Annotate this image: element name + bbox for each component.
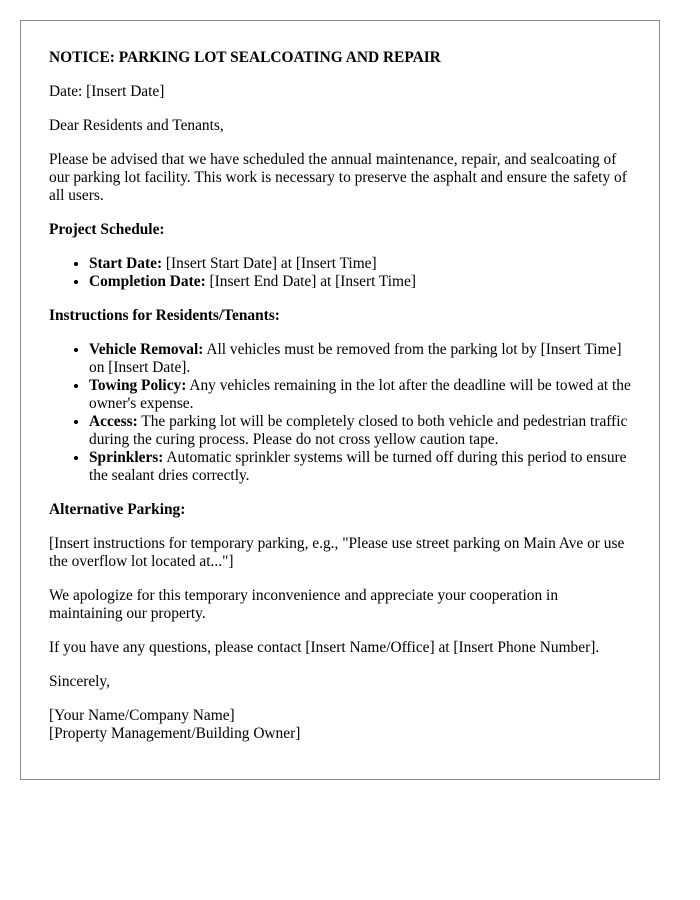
salutation: Dear Residents and Tenants,: [49, 117, 224, 134]
schedule-list: [49, 255, 631, 291]
instructions-heading: Instructions for Residents/Tenants:: [49, 307, 280, 324]
notice-document: [20, 20, 660, 780]
instruction-text: The parking lot will be completely closed to both vehicle and pedestrian traffic during the curing process. Please do not cross yellow caution tape.: [89, 413, 628, 448]
schedule-text: [Insert Start Date] at [Insert Time]: [162, 255, 377, 272]
signature-title: [Property Management/Building Owner]: [49, 725, 301, 742]
date-line: Date: [Insert Date]: [49, 83, 165, 100]
instruction-term: Access:: [89, 413, 138, 430]
instruction-item-sprinklers: [89, 449, 631, 485]
instruction-text: Automatic sprinkler systems will be turned off during this period to ensure the sealant dries correctly.: [89, 449, 627, 484]
signature-name: [Your Name/Company Name]: [49, 707, 235, 724]
schedule-text: [Insert End Date] at [Insert Time]: [205, 273, 416, 290]
closing: Sincerely,: [49, 673, 110, 690]
schedule-term: Start Date:: [89, 255, 163, 272]
instructions-list: [49, 341, 631, 485]
instruction-item-towing-policy: [89, 377, 631, 413]
alternative-parking-heading: Alternative Parking:: [49, 501, 186, 518]
instruction-item-access: [89, 413, 631, 449]
alternative-parking-text: [Insert instructions for temporary parking, e.g., "Please use street parking on Main Ave or use the overflow lot located at..."]: [49, 535, 625, 570]
schedule-item-completion: [89, 273, 631, 291]
instruction-text: Any vehicles remaining in the lot after the deadline will be towed at the owner's expense.: [89, 377, 631, 412]
apology-paragraph: We apologize for this temporary inconvenience and appreciate your cooperation in maintaining our property.: [49, 587, 559, 622]
schedule-heading: Project Schedule:: [49, 221, 165, 238]
schedule-item-start: [89, 255, 631, 273]
instruction-term: Vehicle Removal:: [89, 341, 204, 358]
intro-paragraph: Please be advised that we have scheduled the annual maintenance, repair, and sealcoating of our parking lot facility. This work is necessary to preserve the asphalt and ensure the safety of all users.: [49, 151, 627, 204]
notice-title: NOTICE: PARKING LOT SEALCOATING AND REPAIR: [49, 49, 441, 66]
instruction-text: All vehicles must be removed from the parking lot by [Insert Time] on [Insert Date].: [89, 341, 622, 376]
instruction-term: Sprinklers:: [89, 449, 164, 466]
instruction-term: Towing Policy:: [89, 377, 187, 394]
schedule-term: Completion Date:: [89, 273, 206, 290]
instruction-item-vehicle-removal: [89, 341, 631, 377]
contact-paragraph: If you have any questions, please contact [Insert Name/Office] at [Insert Phone Number].: [49, 639, 600, 656]
